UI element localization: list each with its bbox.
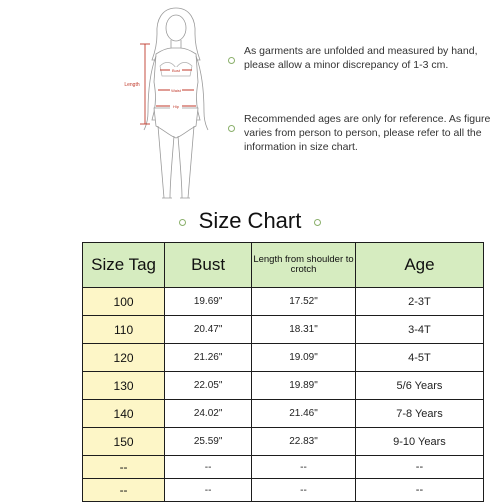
- bust-label: Bust: [171, 68, 181, 73]
- length-cell: 22.83": [252, 428, 356, 456]
- bullet-dot-icon: [179, 219, 186, 226]
- bullet-dot-icon: [228, 125, 235, 132]
- header-bust: Bust: [165, 243, 252, 288]
- hip-label: Hip: [172, 104, 180, 109]
- table-row: [83, 344, 484, 372]
- table-row: [83, 288, 484, 316]
- age-cell: 9-10 Years: [355, 428, 483, 456]
- size-chart-title: [179, 208, 322, 234]
- size-tag-cell: --: [83, 479, 165, 502]
- header-age: Age: [355, 243, 483, 288]
- bullet-dot-icon: [228, 57, 235, 64]
- bust-cell: 21.26": [165, 344, 252, 372]
- bust-cell: --: [165, 479, 252, 502]
- length-cell: 17.52": [252, 288, 356, 316]
- table-row: [83, 456, 484, 479]
- note-recommended-ages: [228, 112, 498, 154]
- body-measurement-figure: [112, 2, 240, 212]
- length-label: Length: [124, 82, 140, 88]
- size-tag-cell: 150: [83, 428, 165, 456]
- size-tag-cell: --: [83, 456, 165, 479]
- length-cell: 18.31": [252, 316, 356, 344]
- table-row: [83, 372, 484, 400]
- table-row: [83, 479, 484, 502]
- age-cell: --: [355, 479, 483, 502]
- girl-silhouette-illustration: [112, 2, 240, 212]
- table-row: [83, 400, 484, 428]
- bust-cell: 24.02": [165, 400, 252, 428]
- header-length: Length from shoulder to crotch: [252, 243, 356, 288]
- size-tag-cell: 100: [83, 288, 165, 316]
- age-cell: 7-8 Years: [355, 400, 483, 428]
- note-measurement-discrepancy: [228, 44, 498, 72]
- bullet-dot-icon: [314, 219, 321, 226]
- title-row: [0, 208, 500, 234]
- size-chart-title-text: Size Chart: [198, 208, 302, 233]
- header-size-tag: Size Tag: [83, 243, 165, 288]
- table-header-row: [83, 243, 484, 288]
- length-cell: --: [252, 479, 356, 502]
- bust-cell: --: [165, 456, 252, 479]
- age-cell: 2-3T: [355, 288, 483, 316]
- age-cell: 3-4T: [355, 316, 483, 344]
- note-text: Recommended ages are only for reference. As figure varies from person to person, please refer to all the information in size chart.: [244, 113, 491, 153]
- measurement-notes: [228, 44, 498, 154]
- length-cell: --: [252, 456, 356, 479]
- size-tag-cell: 140: [83, 400, 165, 428]
- age-cell: 5/6 Years: [355, 372, 483, 400]
- size-tag-cell: 110: [83, 316, 165, 344]
- size-tag-cell: 130: [83, 372, 165, 400]
- bust-cell: 22.05": [165, 372, 252, 400]
- length-cell: 21.46": [252, 400, 356, 428]
- note-text: As garments are unfolded and measured by hand, please allow a minor discrepancy of 1-3 cm.: [244, 45, 478, 71]
- bust-cell: 19.69": [165, 288, 252, 316]
- size-chart-table: [82, 242, 484, 502]
- length-cell: 19.89": [252, 372, 356, 400]
- bust-cell: 25.59": [165, 428, 252, 456]
- length-cell: 19.09": [252, 344, 356, 372]
- table-row: [83, 316, 484, 344]
- age-cell: --: [355, 456, 483, 479]
- age-cell: 4-5T: [355, 344, 483, 372]
- bust-cell: 20.47": [165, 316, 252, 344]
- size-tag-cell: 120: [83, 344, 165, 372]
- waist-label: Waist: [171, 88, 181, 93]
- table-row: [83, 428, 484, 456]
